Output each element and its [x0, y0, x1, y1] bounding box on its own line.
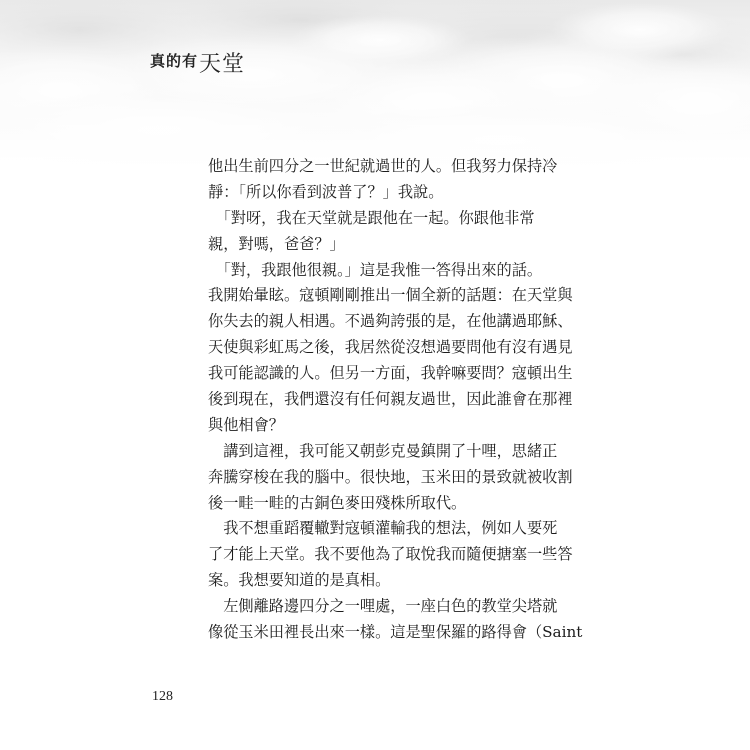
text-line: 我可能認識的人。但另一方面，我幹嘛要問？寇頓出生: [208, 364, 573, 383]
text-line: 他出生前四分之一世紀就過世的人。但我努力保持冷: [208, 157, 558, 175]
text-line: 後到現在，我們還沒有任何親友過世，因此誰會在那裡: [208, 390, 573, 409]
text-line: 我不想重蹈覆轍對寇頓灌輸我的想法，例如人要死: [208, 519, 558, 538]
clouds-illustration: [0, 0, 750, 175]
text-line: 你失去的親人相遇。不過夠誇張的是，在他講過耶穌、: [208, 312, 573, 331]
text-line: 後一畦一畦的古銅色麥田殘株所取代。: [208, 493, 467, 512]
text-line: 靜：「所以你看到波普了？」我說。: [208, 182, 444, 201]
text-line: 案。我想要知道的是真相。: [208, 571, 391, 590]
text-line: 了才能上天堂。我不要他為了取悅我而隨便搪塞一些答: [208, 545, 573, 564]
text-line: 親，對嗎，爸爸？」: [208, 234, 345, 253]
running-head-accent: 天堂: [199, 52, 246, 77]
text-line: 天使與彩虹馬之後，我居然從沒想過要問他有沒有遇見: [208, 338, 573, 357]
running-head-title: [150, 42, 246, 77]
text-line: 我開始暈眩。寇頓剛剛推出一個全新的話題：在天堂與: [208, 286, 573, 305]
running-head-main: 真的有: [150, 52, 199, 70]
text-line: 講到這裡，我可能又朝彭克曼鎮開了十哩，思緒正: [208, 441, 558, 460]
text-line: 「對，我跟他很親。」這是我惟一答得出來的話。: [208, 260, 543, 279]
page-number: 128: [152, 689, 173, 704]
text-line: 左側離路邊四分之一哩處，一座白色的教堂尖塔就: [208, 597, 558, 616]
body-text: [208, 154, 583, 646]
text-line: 奔騰穿梭在我的腦中。很快地，玉米田的景致就被收割: [208, 467, 573, 486]
text-line: 像從玉米田裡長出來一樣。這是聖保羅的路得會（Saint: [208, 623, 583, 642]
text-line: 與他相會？: [208, 415, 284, 434]
text-line: 「對呀，我在天堂就是跟他在一起。你跟他非常: [208, 208, 535, 227]
cloud-header-image: [0, 0, 750, 175]
